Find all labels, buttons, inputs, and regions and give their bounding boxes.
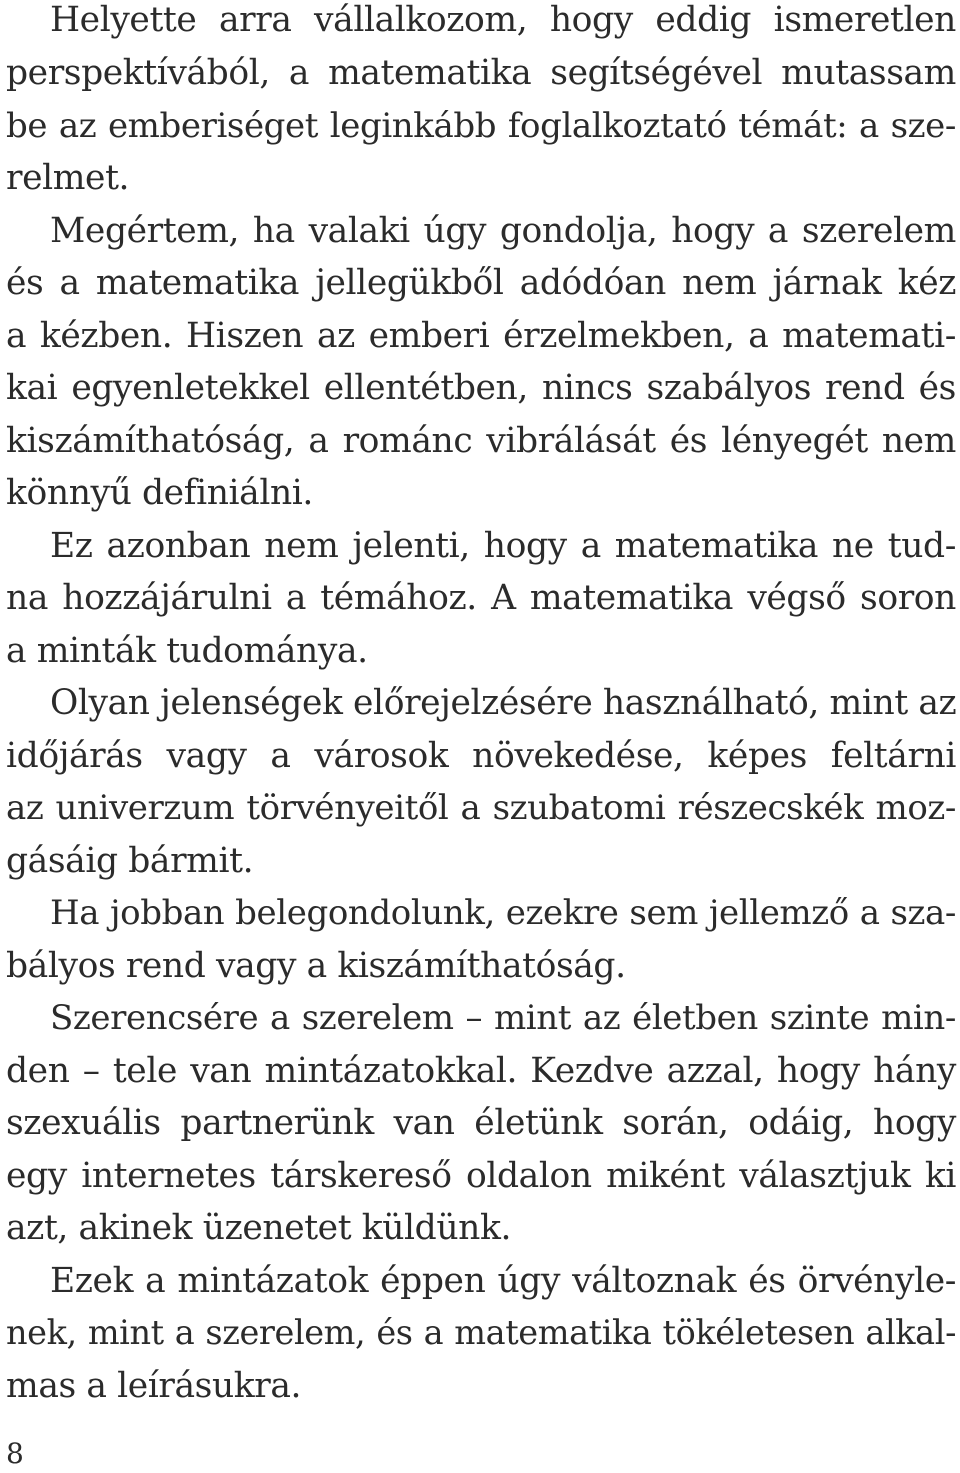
text-line: Ha jobban belegondolunk, ezekre sem jellemző a sza-	[50, 893, 956, 933]
text-line: nek, mint a szerelem, és a matematika tökéletesen alkal-	[6, 1313, 956, 1352]
text-line: kai egyenletekkel ellentétben, nincs szabályos rend és	[6, 368, 956, 408]
text-line: a kézben. Hiszen az emberi érzelmekben, a matemati-	[6, 316, 956, 356]
text-line: Ez azonban nem jelenti, hogy a matematika ne tud-	[50, 526, 956, 566]
text-line: kiszámíthatóság, a románc vibrálását és lényegét nem	[6, 421, 956, 461]
text-line: egy internetes társkereső oldalon miként választjuk ki	[6, 1156, 956, 1196]
text-line: den – tele van mintázatokkal. Kezdve azzal, hogy hány	[6, 1051, 956, 1091]
text-line: Megértem, ha valaki úgy gondolja, hogy a szerelem	[50, 211, 956, 251]
page-number: 8	[6, 1437, 24, 1470]
text-line: szexuális partnerünk van életünk során, odáig, hogy	[6, 1103, 956, 1143]
text-line: Helyette arra vállalkozom, hogy eddig ismeretlen	[50, 0, 956, 40]
text-line: gásáig bármit.	[6, 841, 254, 881]
text-line: bályos rend vagy a kiszámíthatóság.	[6, 946, 626, 986]
text-line: azt, akinek üzenetet küldünk.	[6, 1208, 512, 1248]
text-line: mas a leírásukra.	[6, 1366, 302, 1406]
text-line: időjárás vagy a városok növekedése, képes feltárni	[6, 736, 956, 776]
text-line: Olyan jelenségek előrejelzésére használható, mint az	[50, 683, 957, 723]
text-line: relmet.	[6, 158, 130, 198]
text-line: az univerzum törvényeitől a szubatomi részecskék moz-	[6, 788, 956, 828]
text-line: Szerencsére a szerelem – mint az életben szinte min-	[50, 998, 956, 1038]
text-line: perspektívából, a matematika segítségével mutassam	[6, 53, 956, 93]
text-line: be az emberiséget leginkább foglalkoztató témát: a sze-	[6, 106, 956, 146]
text-line: Ezek a mintázatok éppen úgy változnak és örvényle-	[50, 1261, 956, 1301]
text-line: a minták tudománya.	[6, 631, 368, 671]
text-line: na hozzájárulni a témához. A matematika végső soron	[6, 578, 956, 618]
text-line: könnyű definiálni.	[6, 473, 313, 513]
text-line: és a matematika jellegükből adódóan nem járnak kéz	[6, 263, 956, 303]
